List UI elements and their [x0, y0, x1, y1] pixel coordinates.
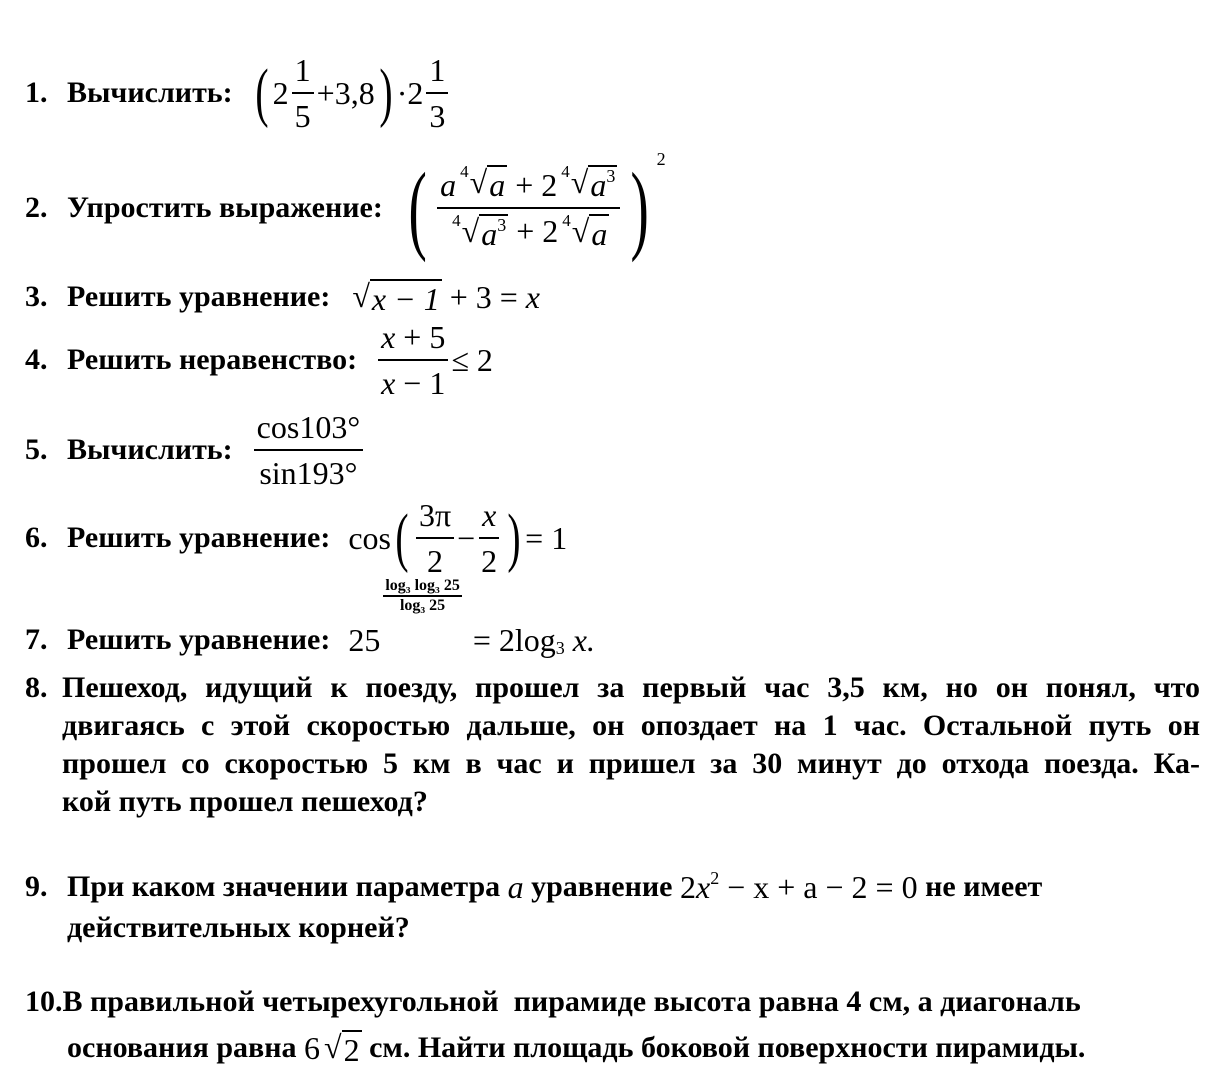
left-paren: ( — [408, 152, 427, 263]
root-index: 4 — [561, 162, 570, 182]
text: уравнение — [531, 870, 673, 903]
text: При каком значении параметра — [67, 870, 501, 903]
root: √ x − 1 — [352, 277, 440, 317]
fraction — [416, 496, 454, 581]
denominator: sin193° — [259, 455, 358, 491]
coef: 6 — [304, 1029, 321, 1066]
fraction — [426, 51, 448, 136]
root: 4 √ $a^3$ — [561, 162, 616, 204]
radicand — [588, 165, 617, 204]
coef: 2 — [680, 868, 696, 905]
var: x — [381, 365, 396, 401]
problem-number: 7. — [25, 623, 48, 656]
term: +3,8 — [316, 74, 375, 111]
problem-label: Вычислить: — [67, 76, 233, 109]
expression-5 — [251, 408, 366, 493]
inequality-4 — [375, 318, 493, 403]
coef: 2 — [542, 213, 559, 249]
function: cos — [348, 519, 391, 556]
problem-8-text — [62, 669, 1200, 821]
numerator: cos103° — [254, 408, 363, 451]
denominator: 2 — [427, 543, 444, 579]
problem-number: 5. — [25, 433, 48, 466]
term: ≤ 2 — [451, 341, 493, 378]
var: x — [525, 278, 540, 315]
problem-number: 4. — [25, 343, 48, 376]
op: + — [516, 213, 535, 249]
radicand: a — [591, 216, 608, 252]
expression-2 — [401, 149, 666, 263]
op: − — [457, 519, 476, 556]
problem-label: Упростить выражение: — [67, 191, 383, 224]
base: 25 — [348, 621, 381, 658]
var: a — [481, 216, 498, 252]
term: ·2 — [396, 74, 424, 111]
numerator: 3π — [416, 496, 454, 539]
outer-exponent: 2 — [656, 149, 666, 169]
problem-number: 8. — [25, 671, 48, 704]
log-base: 3 — [555, 637, 565, 658]
whole: 2 — [272, 74, 289, 111]
root: 4 √ $a^3$ — [452, 211, 507, 252]
left-paren: ( — [395, 501, 409, 574]
denominator: 3 — [429, 98, 446, 134]
term: + 5 — [403, 318, 446, 355]
problem-number: 10. — [25, 985, 63, 1018]
var: x. — [572, 621, 595, 658]
text-line: двигаясь с этой скоростью дальше, он опоздает на 1 час. Остальной путь он — [62, 709, 1200, 742]
radicand: 2 — [343, 1031, 360, 1068]
denominator — [378, 361, 448, 402]
text: В правильной четырехугольной пирамиде высота равна 4 см, а диагональ — [62, 985, 1081, 1018]
fraction — [254, 408, 363, 493]
denominator: 2 — [481, 543, 498, 579]
text-line: прошел со скоростью 5 км в час и пришел за 30 минут до отхода поезда. Ка- — [62, 747, 1200, 780]
equation-3 — [348, 277, 540, 318]
text: основания равна — [67, 1031, 297, 1064]
numerator: 1 — [292, 51, 314, 94]
radical-expression — [304, 1028, 362, 1069]
op: + — [515, 166, 534, 203]
exponent-fraction — [383, 577, 461, 614]
exponent: 2 — [710, 867, 720, 888]
problem-number: 3. — [25, 280, 48, 313]
radicand: a — [489, 167, 506, 204]
expression-1 — [251, 51, 452, 136]
root: 4 √ a — [562, 211, 608, 252]
fraction — [378, 318, 448, 403]
denominator — [445, 209, 612, 253]
numerator: 1 — [426, 51, 448, 94]
left-paren: ( — [255, 56, 269, 129]
root-index: 4 — [452, 211, 461, 230]
radicand — [479, 214, 508, 253]
problem-label: Решить неравенство: — [67, 343, 358, 376]
right-paren: ) — [379, 56, 393, 129]
problem-number: 1. — [25, 76, 48, 109]
numerator — [378, 318, 448, 361]
radicand: x − 1 — [371, 280, 440, 317]
var: a — [590, 167, 607, 204]
denominator: log₃ 25 — [399, 597, 446, 614]
root-index: 4 — [460, 162, 469, 182]
text: см. Найти площадь боковой поверхности пирамиды. — [369, 1031, 1086, 1064]
text: действительных корней? — [67, 911, 410, 944]
fraction — [478, 496, 500, 581]
problem-number: 2. — [25, 191, 48, 224]
exponent: 3 — [606, 166, 616, 187]
equation-7 — [348, 577, 595, 658]
term: = 1 — [525, 519, 568, 556]
right-paren: ) — [507, 501, 521, 574]
right-paren: ) — [630, 152, 650, 263]
term: − 1 — [403, 365, 446, 401]
term: − x + a − 2 = 0 — [727, 868, 918, 905]
equation-9 — [680, 869, 918, 906]
root-index: 4 — [562, 211, 571, 230]
root: 4 √ a — [460, 162, 506, 204]
term: + 3 = — [449, 278, 518, 315]
equation-6 — [348, 496, 567, 581]
fraction — [437, 163, 620, 253]
problem-label: Решить уравнение: — [67, 623, 331, 656]
denominator: 5 — [294, 98, 311, 134]
problem-label: Решить уравнение: — [67, 280, 331, 313]
fraction — [292, 51, 314, 136]
numerator: x — [479, 496, 499, 539]
var: x — [696, 868, 711, 905]
numerator: log₃ log₃ 25 — [383, 577, 461, 597]
coef: 2 — [541, 166, 558, 203]
root: √ 2 — [324, 1028, 360, 1068]
var: x — [381, 318, 396, 355]
term: = 2log — [472, 621, 556, 658]
text-line: кой путь прошел пешеход? — [62, 785, 428, 818]
text: не имеет — [925, 870, 1043, 903]
problem-label: Решить уравнение: — [67, 521, 331, 554]
problem-label: Вычислить: — [67, 433, 233, 466]
numerator — [437, 163, 620, 209]
parameter: a — [507, 868, 524, 905]
problem-number: 6. — [25, 521, 48, 554]
exponent: 3 — [497, 215, 507, 235]
text-line: Пешеход, идущий к поезду, прошел за первый час 3,5 км, но он понял, что — [62, 671, 1200, 704]
problem-number: 9. — [25, 870, 48, 903]
var: a — [440, 166, 457, 203]
